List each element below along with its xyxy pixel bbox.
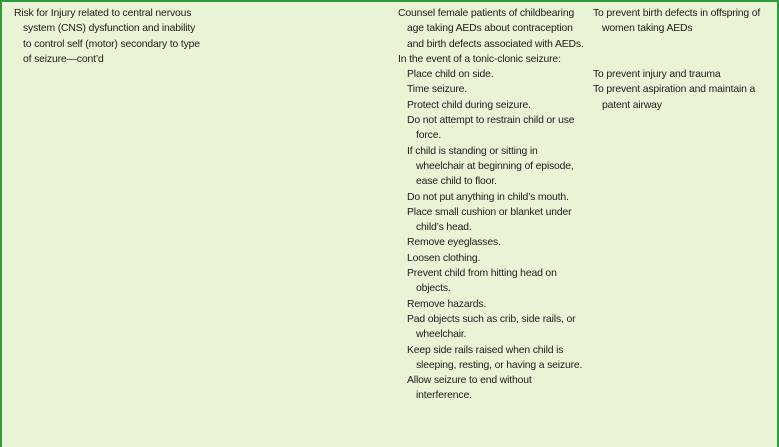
intervention-step: Allow seizure to end without interference. — [407, 375, 532, 402]
rationale-column — [593, 6, 775, 113]
intervention-step: Loosen clothing. — [407, 252, 481, 264]
seizure-heading: In the event of a tonic-clonic seizure: — [398, 53, 561, 65]
intervention-step: Do not attempt to restrain child or use force. — [407, 115, 575, 142]
intervention-step: Protect child during seizure. — [407, 99, 531, 111]
intervention-step: Pad objects such as crib, side rails, or wheelchair. — [407, 313, 576, 341]
intervention-step: Remove eyeglasses. — [407, 237, 501, 249]
intervention-step: Place small cushion or blanket under child’s head. — [407, 206, 572, 234]
nursing-diagnosis-column — [14, 6, 204, 67]
intervention-step: Remove hazards. — [407, 298, 487, 310]
interventions-column — [398, 6, 584, 404]
intervention-step: Do not put anything in child’s mouth. — [407, 191, 569, 203]
rationale-birth-defects: To prevent birth defects in offspring of women taking AEDs — [593, 8, 761, 35]
nursing-diagnosis-text: Risk for Injury related to central nervous system (CNS) dysfunction and inability to control self (motor) secondary to type of seizure—cont’d — [14, 8, 200, 65]
rationale-injury: To prevent injury and trauma — [593, 69, 721, 81]
intervention-step: Place child on side. — [407, 69, 494, 81]
intervention-step: Prevent child from hitting head on objects. — [407, 268, 557, 295]
counsel-intervention: Counsel female patients of childbearing age taking AEDs about contraception and birth defects associated with AEDs. — [398, 8, 584, 50]
intervention-step: Time seizure. — [407, 84, 468, 96]
rationale-spacer — [593, 37, 775, 68]
intervention-step: Keep side rails raised when child is sleeping, resting, or having a seizure. — [407, 344, 583, 371]
rationale-airway: To prevent aspiration and maintain a patent airway — [593, 84, 756, 111]
intervention-step: If child is standing or sitting in wheelchair at beginning of episode, ease child to floor. — [407, 145, 574, 188]
